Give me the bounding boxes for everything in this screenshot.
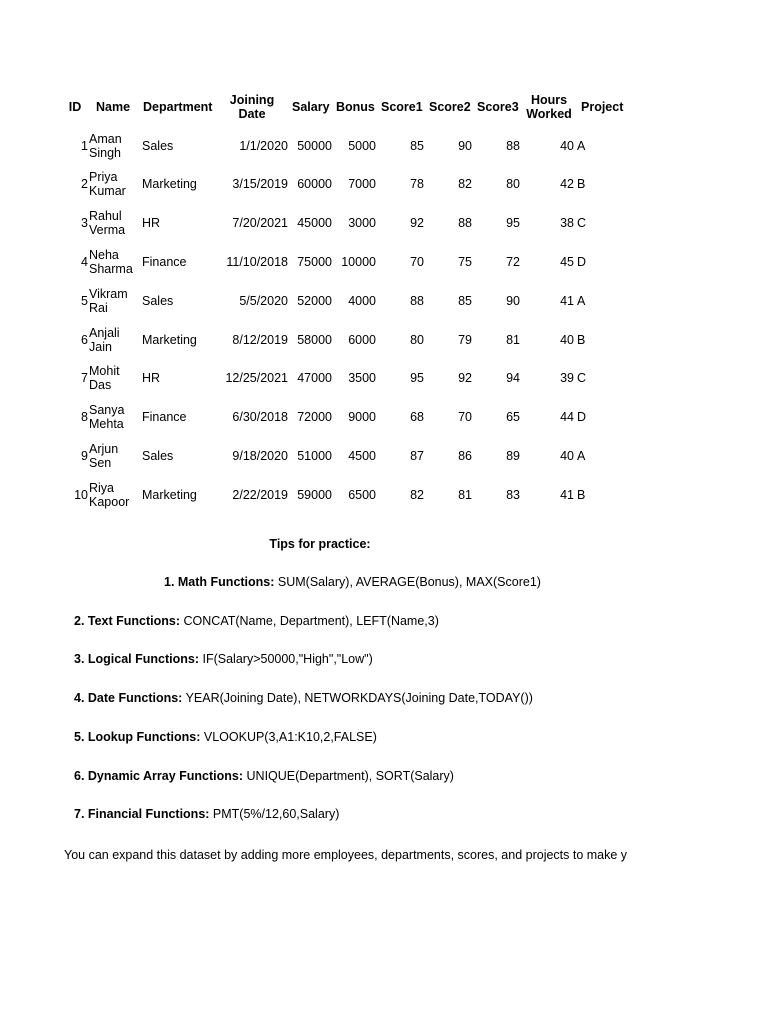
last-name: Das [89,378,112,393]
cell-date: 1/1/2020 [239,138,288,153]
cell-project: B [577,487,586,502]
table-row [0,398,768,437]
tip-text: CONCAT(Name, Department), LEFT(Name,3) [183,614,439,628]
cell-score1: 88 [410,293,424,308]
cell-project: A [577,293,586,308]
header-joining-date-line2: Date [238,107,266,121]
tip-dynamic-array [74,769,454,783]
cell-project: A [577,138,586,153]
cell-bonus: 6500 [348,487,376,502]
cell-date: 7/20/2021 [232,216,288,231]
cell-department: HR [142,371,161,386]
header-id: ID [68,100,82,114]
cell-department: Sales [142,138,174,153]
cell-score3: 80 [506,177,520,192]
cell-salary: 75000 [297,254,332,269]
footer-note: You can expand this dataset by adding more employees, departments, scores, and projects to make y [64,848,628,862]
last-name: Sharma [89,261,133,276]
cell-id: 10 [74,487,88,502]
cell-salary: 45000 [297,216,332,231]
cell-score1: 80 [410,332,424,347]
header-score2: Score2 [429,100,471,114]
first-name: Vikram [89,286,128,301]
table-row [0,359,768,398]
cell-name-text [89,132,137,160]
cell-name-text [89,170,137,198]
table-row [0,165,768,204]
last-name: Kapoor [89,494,130,509]
first-name: Mohit [89,364,120,379]
cell-score3: 65 [506,410,520,425]
tip-text-functions [74,614,439,628]
cell-hours: 40 [560,138,574,153]
table-row [0,475,768,514]
cell-bonus: 6000 [348,332,376,347]
tip-logical [74,652,373,666]
last-name: Jain [89,339,112,354]
cell-score3: 81 [506,332,520,347]
cell-id: 3 [81,216,88,231]
tip-text: IF(Salary>50000,"High","Low") [202,652,373,666]
table-row [0,126,768,165]
cell-score3: 72 [506,254,520,269]
cell-score1: 68 [410,410,424,425]
cell-name-text [89,442,137,470]
cell-score1: 82 [410,487,424,502]
cell-bonus: 5000 [348,138,376,153]
cell-date: 11/10/2018 [226,254,288,269]
cell-date: 9/18/2020 [232,448,288,463]
cell-id: 8 [81,410,88,425]
first-name: Anjali [89,325,120,340]
cell-bonus: 3000 [348,216,376,231]
tip-text: SUM(Salary), AVERAGE(Bonus), MAX(Score1) [277,575,541,589]
last-name: Sen [89,455,112,470]
first-name: Aman [89,131,122,146]
cell-project: A [577,448,586,463]
cell-name-text [89,364,137,392]
header-project: Project [581,100,624,114]
cell-score3: 90 [506,293,520,308]
cell-score3: 95 [506,216,520,231]
cell-score2: 79 [458,332,472,347]
cell-score1: 95 [410,371,424,386]
cell-salary: 50000 [297,138,332,153]
last-name: Verma [89,223,126,238]
table-row [0,320,768,359]
cell-id: 2 [81,177,88,192]
first-name: Arjun [89,441,119,456]
cell-hours: 45 [560,254,574,269]
cell-department: Finance [142,410,187,425]
cell-department: Marketing [142,487,197,502]
cell-hours: 44 [560,410,574,425]
header-bonus: Bonus [336,100,375,114]
header-joining-date-line1: Joining [229,93,275,107]
cell-bonus: 3500 [348,371,376,386]
cell-bonus: 10000 [341,254,376,269]
cell-project: D [577,254,587,269]
cell-hours: 42 [560,177,574,192]
first-name: Priya [89,170,118,185]
tip-text: VLOOKUP(3,A1:K10,2,FALSE) [203,730,377,744]
tip-date [74,691,533,705]
last-name: Singh [89,145,121,160]
cell-department: Sales [142,293,174,308]
tip-label: 7. Financial Functions: [74,807,210,821]
cell-name-text [89,481,137,509]
cell-name [89,126,137,165]
cell-date: 3/15/2019 [232,177,288,192]
cell-date: 5/5/2020 [239,293,288,308]
cell-project: B [577,177,586,192]
first-name: Neha [89,247,119,262]
tip-label: 1. Math Functions: [164,575,275,589]
tip-label: 5. Lookup Functions: [74,730,201,744]
header-hours-line2: Worked [526,107,572,121]
cell-score3: 83 [506,487,520,502]
cell-name [89,475,137,514]
cell-name-text [89,287,137,315]
cell-date: 2/22/2019 [232,487,288,502]
cell-project: B [577,332,586,347]
tip-lookup [74,730,377,744]
last-name: Kumar [89,184,126,199]
cell-salary: 51000 [297,448,332,463]
cell-name [89,436,137,475]
tip-math [164,575,541,589]
cell-name [89,359,137,398]
tip-text: UNIQUE(Department), SORT(Salary) [246,769,454,783]
cell-score2: 88 [458,216,472,231]
cell-hours: 41 [560,487,574,502]
cell-id: 6 [81,332,88,347]
cell-name [89,281,137,320]
tip-text: PMT(5%/12,60,Salary) [212,807,340,821]
cell-bonus: 7000 [348,177,376,192]
cell-score2: 92 [458,371,472,386]
header-hours-line1: Hours [530,93,568,107]
cell-score2: 82 [458,177,472,192]
cell-salary: 58000 [297,332,332,347]
cell-hours: 40 [560,332,574,347]
cell-name [89,165,137,204]
header-salary: Salary [292,100,330,114]
cell-salary: 60000 [297,177,332,192]
cell-score2: 86 [458,448,472,463]
cell-score1: 70 [410,254,424,269]
table-row [0,436,768,475]
cell-score2: 90 [458,138,472,153]
cell-project: C [577,216,587,231]
cell-salary: 72000 [297,410,332,425]
cell-project: D [577,410,587,425]
last-name: Rai [89,300,108,315]
cell-hours: 38 [560,216,574,231]
tip-label: 2. Text Functions: [74,614,181,628]
cell-score2: 81 [458,487,472,502]
cell-score1: 87 [410,448,424,463]
cell-department: Marketing [142,332,197,347]
cell-bonus: 9000 [348,410,376,425]
first-name: Sanya [89,403,125,418]
cell-id: 7 [81,371,88,386]
cell-bonus: 4500 [348,448,376,463]
cell-name-text [89,326,137,354]
cell-department: Finance [142,254,187,269]
cell-id: 5 [81,293,88,308]
cell-name [89,204,137,243]
header-department: Department [143,100,213,114]
cell-score2: 75 [458,254,472,269]
cell-id: 9 [81,448,88,463]
cell-score1: 85 [410,138,424,153]
cell-name-text [89,209,137,237]
first-name: Rahul [89,209,122,224]
cell-score2: 85 [458,293,472,308]
table-row [0,281,768,320]
tips-title: Tips for practice: [269,537,371,551]
header-joining-date [222,92,282,122]
header-score3: Score3 [477,100,519,114]
tip-text: YEAR(Joining Date), NETWORKDAYS(Joining Date,TODAY()) [185,691,533,705]
cell-name [89,320,137,359]
cell-name-text [89,403,137,431]
cell-name [89,398,137,437]
tip-label: 4. Date Functions: [74,691,183,705]
cell-score1: 92 [410,216,424,231]
tip-label: 3. Logical Functions: [74,652,200,666]
cell-score1: 78 [410,177,424,192]
cell-department: HR [142,216,161,231]
cell-salary: 52000 [297,293,332,308]
first-name: Riya [89,480,115,495]
cell-department: Sales [142,448,174,463]
cell-hours: 40 [560,448,574,463]
cell-date: 8/12/2019 [232,332,288,347]
cell-score3: 89 [506,448,520,463]
cell-score2: 70 [458,410,472,425]
table-row [0,242,768,281]
cell-score3: 94 [506,371,520,386]
tip-label: 6. Dynamic Array Functions: [74,769,244,783]
table-row [0,204,768,243]
cell-department: Marketing [142,177,197,192]
cell-hours: 41 [560,293,574,308]
cell-id: 1 [81,138,88,153]
cell-score3: 88 [506,138,520,153]
cell-salary: 47000 [297,371,332,386]
cell-salary: 59000 [297,487,332,502]
cell-name-text [89,248,137,276]
tip-financial [74,807,339,821]
cell-id: 4 [81,254,88,269]
cell-name [89,242,137,281]
last-name: Mehta [89,417,124,432]
cell-project: C [577,371,587,386]
cell-hours: 39 [560,371,574,386]
cell-date: 12/25/2021 [225,371,288,386]
cell-date: 6/30/2018 [232,410,288,425]
header-hours-worked [522,92,576,122]
header-name: Name [96,100,131,114]
cell-bonus: 4000 [348,293,376,308]
header-score1: Score1 [381,100,423,114]
